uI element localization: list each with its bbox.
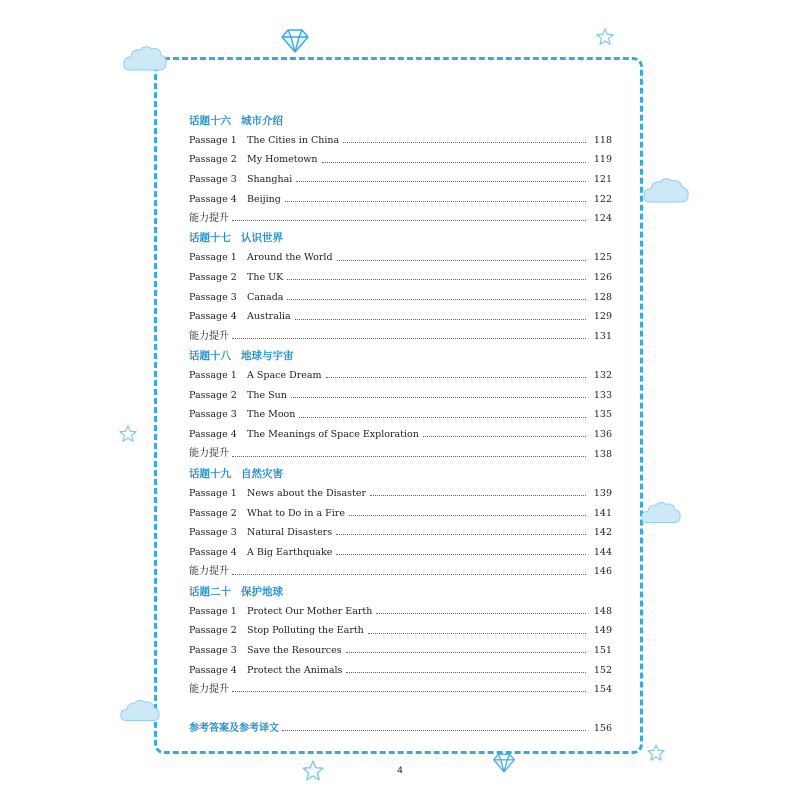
- star-icon: [647, 744, 665, 762]
- page-ref: 131: [593, 330, 612, 342]
- leader-dots: [337, 260, 586, 261]
- passage-title: Beijing: [247, 193, 281, 205]
- page-ref: 151: [593, 644, 612, 656]
- passage-label: Passage 3: [189, 291, 237, 303]
- leader-dots: [336, 534, 586, 535]
- page-ref: 144: [593, 546, 612, 558]
- page-ref: 139: [593, 487, 612, 499]
- leader-dots: [343, 142, 586, 143]
- page-ref: 154: [593, 684, 612, 696]
- passage-label: Passage 2: [189, 272, 237, 284]
- section-heading: [189, 111, 612, 131]
- passage-label: Passage 3: [189, 644, 237, 656]
- toc-entry[interactable]: [189, 543, 612, 563]
- toc-entry[interactable]: [189, 425, 612, 445]
- leader-dots: [282, 730, 586, 731]
- section-number: 话题十六: [189, 114, 231, 127]
- passage-title: Shanghai: [247, 173, 293, 185]
- leader-dots: [295, 319, 586, 320]
- section-name: 认识世界: [241, 232, 283, 245]
- passage-label: Passage 3: [189, 527, 237, 539]
- section-heading: [189, 582, 612, 602]
- cloud-icon: [119, 698, 161, 724]
- page-ref: 148: [593, 605, 612, 617]
- page-ref: 136: [593, 429, 612, 441]
- passage-label: Passage 1: [189, 134, 237, 146]
- page-ref: 132: [593, 370, 612, 382]
- cloud-icon: [642, 176, 690, 206]
- star-icon: [119, 425, 137, 443]
- passage-title: Canada: [247, 291, 284, 303]
- passage-title: Protect Our Mother Earth: [247, 605, 373, 617]
- page-ref: 141: [593, 507, 612, 519]
- leader-dots: [287, 299, 586, 300]
- passage-label: Passage 2: [189, 389, 237, 401]
- passage-title: Natural Disasters: [247, 527, 333, 539]
- table-of-contents: [189, 111, 612, 738]
- section-heading: [189, 464, 612, 484]
- page-ref: 156: [593, 722, 612, 734]
- passage-label: Passage 4: [189, 429, 237, 441]
- section-number: 话题十七: [189, 232, 231, 245]
- toc-entry[interactable]: [189, 268, 612, 288]
- passage-label: Passage 4: [189, 546, 237, 558]
- leader-dots: [376, 613, 586, 614]
- leader-dots: [368, 633, 586, 634]
- passage-title: News about the Disaster: [247, 487, 367, 499]
- section-name: 保护地球: [241, 585, 283, 598]
- passage-title: A Big Earthquake: [247, 546, 333, 558]
- toc-entry[interactable]: [189, 405, 612, 425]
- toc-entry[interactable]: [189, 621, 612, 641]
- toc-entry[interactable]: [189, 602, 612, 622]
- passage-label: Passage 3: [189, 173, 237, 185]
- page-ref: 146: [593, 566, 612, 578]
- passage-title: A Space Dream: [247, 370, 322, 382]
- section-number: 话题十九: [189, 467, 231, 480]
- section-name: 城市介绍: [241, 114, 283, 127]
- leader-dots: [232, 220, 586, 221]
- cloud-icon: [640, 500, 682, 526]
- toc-entry[interactable]: [189, 366, 612, 386]
- toc-entry[interactable]: [189, 307, 612, 327]
- passage-label: Passage 4: [189, 664, 237, 676]
- passage-title: Around the World: [247, 252, 333, 264]
- toc-entry-ability[interactable]: [189, 562, 612, 582]
- ability-label: 能力提升: [189, 330, 229, 342]
- section-number: 话题二十: [189, 585, 231, 598]
- leader-dots: [346, 652, 586, 653]
- page-ref: 152: [593, 664, 612, 676]
- ability-label: 能力提升: [189, 448, 229, 460]
- passage-label: Passage 1: [189, 487, 237, 499]
- section-heading: [189, 347, 612, 367]
- leader-dots: [291, 397, 586, 398]
- toc-entry[interactable]: [189, 150, 612, 170]
- passage-label: Passage 1: [189, 252, 237, 264]
- passage-label: Passage 2: [189, 154, 237, 166]
- leader-dots: [232, 338, 586, 339]
- page-ref: 128: [593, 291, 612, 303]
- toc-entry[interactable]: [189, 484, 612, 504]
- passage-label: Passage 1: [189, 605, 237, 617]
- toc-entry[interactable]: [189, 248, 612, 268]
- passage-title: The UK: [247, 272, 284, 284]
- toc-entry[interactable]: [189, 504, 612, 524]
- passage-title: The Meanings of Space Exploration: [247, 429, 419, 441]
- ability-label: 能力提升: [189, 566, 229, 578]
- toc-entry[interactable]: [189, 661, 612, 681]
- toc-entry-answers[interactable]: [189, 719, 612, 739]
- star-icon: [596, 28, 614, 46]
- leader-dots: [346, 672, 586, 673]
- passage-label: Passage 2: [189, 625, 237, 637]
- toc-entry-ability[interactable]: [189, 680, 612, 700]
- toc-entry[interactable]: [189, 190, 612, 210]
- toc-entry-ability[interactable]: [189, 209, 612, 229]
- page-ref: 118: [593, 134, 612, 146]
- section-name: 自然灾害: [241, 467, 283, 480]
- page-ref: 126: [593, 272, 612, 284]
- passage-title: What to Do in a Fire: [247, 507, 345, 519]
- leader-dots: [232, 456, 586, 457]
- toc-entry[interactable]: [189, 641, 612, 661]
- section-number: 话题十八: [189, 350, 231, 363]
- leader-dots: [296, 181, 586, 182]
- passage-label: Passage 2: [189, 507, 237, 519]
- passage-title: The Moon: [247, 409, 296, 421]
- toc-entry[interactable]: [189, 386, 612, 406]
- passage-label: Passage 1: [189, 370, 237, 382]
- leader-dots: [349, 515, 586, 516]
- leader-dots: [232, 691, 586, 692]
- page-ref: 121: [593, 173, 612, 185]
- page-ref: 135: [593, 409, 612, 421]
- passage-title: Protect the Animals: [247, 664, 343, 676]
- leader-dots: [287, 279, 586, 280]
- diamond-icon: [280, 28, 310, 54]
- page-ref: 142: [593, 527, 612, 539]
- toc-entry[interactable]: [189, 170, 612, 190]
- section-name: 地球与宇宙: [241, 350, 294, 363]
- toc-entry-ability[interactable]: [189, 327, 612, 347]
- leader-dots: [326, 377, 586, 378]
- page-ref: 149: [593, 625, 612, 637]
- toc-entry-ability[interactable]: [189, 445, 612, 465]
- passage-title: Stop Polluting the Earth: [247, 625, 364, 637]
- passage-label: Passage 3: [189, 409, 237, 421]
- passage-label: Passage 4: [189, 311, 237, 323]
- page-ref: 133: [593, 389, 612, 401]
- page-ref: 122: [593, 193, 612, 205]
- passage-title: Save the Resources: [247, 644, 342, 656]
- cloud-icon: [122, 44, 168, 74]
- passage-label: Passage 4: [189, 193, 237, 205]
- toc-entry[interactable]: [189, 523, 612, 543]
- section-heading: [189, 229, 612, 249]
- leader-dots: [232, 574, 586, 575]
- passage-title: My Hometown: [247, 154, 318, 166]
- leader-dots: [370, 495, 586, 496]
- page-ref: 119: [593, 154, 612, 166]
- ability-label: 能力提升: [189, 683, 229, 695]
- leader-dots: [299, 417, 586, 418]
- page-ref: 138: [593, 448, 612, 460]
- passage-title: Australia: [247, 311, 291, 323]
- leader-dots: [322, 162, 586, 163]
- page-ref: 129: [593, 311, 612, 323]
- page-ref: 125: [593, 252, 612, 264]
- leader-dots: [336, 554, 586, 555]
- toc-entry[interactable]: [189, 131, 612, 151]
- page-number: 4: [397, 766, 403, 776]
- ability-label: 能力提升: [189, 212, 229, 224]
- toc-entry[interactable]: [189, 288, 612, 308]
- leader-dots: [423, 436, 586, 437]
- page-ref: 124: [593, 213, 612, 225]
- passage-title: The Cities in China: [247, 134, 340, 146]
- leader-dots: [285, 201, 586, 202]
- answers-label: 参考答案及参考译文: [189, 722, 279, 734]
- passage-title: The Sun: [247, 389, 287, 401]
